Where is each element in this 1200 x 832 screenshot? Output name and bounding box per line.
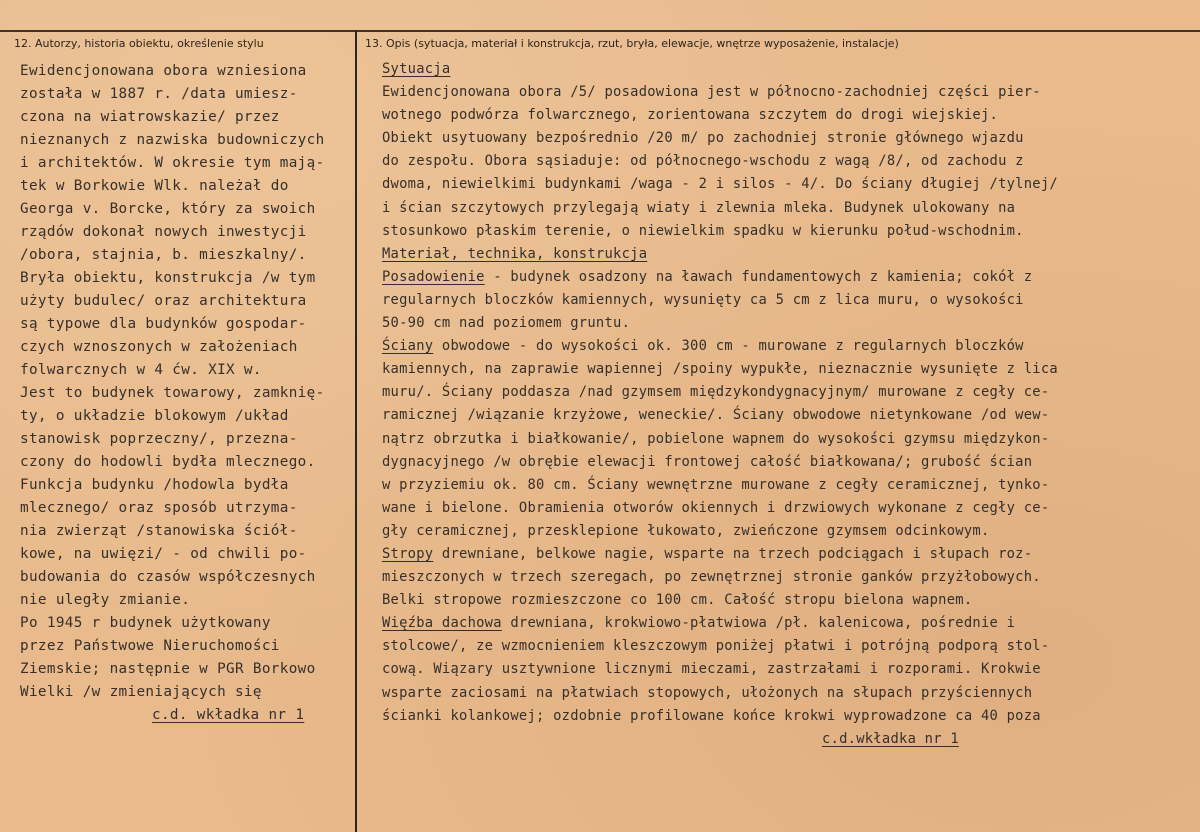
- history-text-line: Ewidencjonowana obora wzniesiona: [20, 63, 307, 79]
- history-text-line: są typowe dla budynków gospodar-: [20, 316, 307, 332]
- continuation-note: [382, 728, 1192, 751]
- history-text-line: tek w Borkowie Wlk. należał do: [20, 178, 289, 194]
- history-text-line: czona na wiatrowskazie/ przez: [20, 109, 280, 125]
- history-text-line: folwarcznych w 4 ćw. XIX w.: [20, 362, 262, 378]
- ceilings-label: Stropy: [382, 545, 434, 562]
- foundation-text-line: regularnych bloczków kamiennych, wysunięty ca 5 cm z lica muru, o wysokości: [382, 291, 1024, 308]
- history-text-line: Po 1945 r budynek użytkowany: [20, 615, 271, 631]
- roof-text-line: cową. Wiązary usztywnione licznymi mieczami, zastrzałami i rozporami. Krokwie: [382, 661, 1041, 678]
- history-text-line: nie uległy zmianie.: [20, 592, 191, 608]
- foundation-text: - budynek osadzony na ławach fundamentowych z kamienia; cokół z: [484, 268, 1033, 285]
- history-text-line: /obora, stajnia, b. mieszkalny/.: [20, 247, 307, 263]
- ceilings-text-line: Belki stropowe rozmieszczone co 100 cm. Całość stropu bielona wapnem.: [382, 592, 973, 609]
- heading-material: Materiał, technika, konstrukcja: [382, 245, 648, 262]
- section-12-header: 12. Autorzy, historia obiektu, określenie stylu: [14, 37, 264, 50]
- roof-text: drewniana, krokwiowo-płatwiowa /pł. kalenicowa, pośrednie i: [501, 615, 1016, 632]
- heading-situation-line: [382, 58, 1192, 81]
- walls-text-line: wane i bielone. Obramienia otworów okiennych i drzwiowych wykonane z cegły ce-: [382, 499, 1050, 516]
- section-13-header: 13. Opis (sytuacja, materiał i konstrukcja, rzut, bryła, elewacje, wnętrze wyposażenie, instalacje): [365, 37, 899, 50]
- history-text-line: Bryła obiektu, konstrukcja /w tym: [20, 270, 316, 286]
- history-text-line: budowania do czasów współczesnych: [20, 569, 316, 585]
- heading-material-line: [382, 243, 1192, 266]
- history-text-line: i architektów. W okresie tym mają-: [20, 155, 325, 171]
- history-text-line: nieznanych z nazwiska budowniczych: [20, 132, 325, 148]
- history-text-line: mlecznego/ oraz sposób utrzyma-: [20, 500, 298, 516]
- walls-line: [382, 335, 1192, 358]
- history-text-line: Wielki /w zmieniających się: [20, 684, 262, 700]
- continuation-note-text: c.d. wkładka nr 1: [152, 707, 305, 723]
- situation-text-line: i ścian szczytowych przylegają wiaty i zlewnia mleka. Budynek ulokowany na: [382, 199, 1016, 216]
- walls-text-line: w przyziemiu ok. 80 cm. Ściany wewnętrzne murowane z cegły ceramicznej, tynko-: [382, 476, 1050, 493]
- walls-text-line: dygnacyjnego /w obrębie elewacji frontowej całość białkowana/; grubość ścian: [382, 453, 1033, 470]
- history-text-line: Funkcja budynku /hodowla bydła: [20, 477, 289, 493]
- history-text-line: Jest to budynek towarowy, zamknię-: [20, 385, 325, 401]
- history-text-line: stanowisk poprzeczny/, przezna-: [20, 431, 298, 447]
- history-text-line: Georga v. Borcke, który za swoich: [20, 201, 316, 217]
- history-text-line: Ziemskie; następnie w PGR Borkowo: [20, 661, 316, 677]
- history-text-line: czych wznoszonych w założeniach: [20, 339, 298, 355]
- foundation-line: [382, 266, 1192, 289]
- foundation-text-line: 50-90 cm nad poziomem gruntu.: [382, 315, 631, 332]
- situation-text-line: dwoma, niewielkimi budynkami /waga - 2 i silos - 4/. Do ściany długiej /tylnej/: [382, 176, 1058, 193]
- heading-situation: Sytuacja: [382, 61, 451, 77]
- continuation-note: [20, 704, 354, 727]
- roof-text-line: stolcowe/, ze wzmocnieniem kleszczowym poniżej płatwi i potrójną podporą stol-: [382, 638, 1050, 655]
- history-text-line: ty, o układzie blokowym /układ: [20, 408, 289, 424]
- walls-text-line: gły ceramicznej, przesklepione łukowato, zwieńczone gzymsem odcinkowym.: [382, 522, 990, 539]
- history-column: [20, 60, 354, 727]
- foundation-label: Posadowienie: [382, 268, 485, 285]
- walls-label: Ściany: [382, 338, 434, 355]
- walls-text-line: ramicznej /wiązanie krzyżowe, weneckie/. Ściany obwodowe nietynkowane /od wew-: [382, 407, 1050, 424]
- walls-text-line: muru/. Ściany poddasza /nad gzymsem międzykondygnacyjnym/ murowane z cegły ce-: [382, 384, 1050, 401]
- situation-text-line: wotnego podwórza folwarcznego, zorientowana szczytem do drogi wiejskiej.: [382, 107, 999, 124]
- situation-text-line: Ewidencjonowana obora /5/ posadowiona jest w północno-zachodniej części pier-: [382, 84, 1041, 101]
- walls-text: obwodowe - do wysokości ok. 300 cm - murowane z regularnych bloczków: [433, 338, 1024, 355]
- situation-text-line: stosunkowo płaskim terenie, o niewielkim spadku w kierunku połud-wschodnim.: [382, 222, 1024, 239]
- history-text-line: przez Państwowe Nieruchomości: [20, 638, 280, 654]
- roof-text-line: ścianki kolankowej; ozdobnie profilowane końce krokwi wyprowadzone ca 40 poza: [382, 707, 1041, 724]
- column-divider: [355, 30, 357, 832]
- history-text-line: czony do hodowli bydła mlecznego.: [20, 454, 316, 470]
- walls-text-line: nątrz obrzutka i białkowanie/, pobielone wapnem do wysokości gzymsu międzykon-: [382, 430, 1050, 447]
- ceilings-text-line: mieszczonych w trzech szeregach, po zewnętrznej stronie ganków przyżłobowych.: [382, 569, 1041, 586]
- roof-text-line: wsparte zaciosami na płatwiach stopowych, ułożonych na słupach przyściennych: [382, 684, 1033, 701]
- situation-text-line: do zespołu. Obora sąsiaduje: od północnego-wschodu z wagą /8/, od zachodu z: [382, 153, 1024, 170]
- roof-label: Więźba dachowa: [382, 615, 502, 632]
- history-text-line: została w 1887 r. /data umiesz-: [20, 86, 298, 102]
- roof-line: [382, 612, 1192, 635]
- ceilings-line: [382, 543, 1192, 566]
- ceilings-text: drewniane, belkowe nagie, wsparte na trzech podciągach i słupach roz-: [433, 545, 1033, 562]
- top-rule: [0, 30, 1200, 32]
- description-column: [382, 58, 1192, 751]
- history-text-line: nia zwierząt /stanowiska ściół-: [20, 523, 298, 539]
- situation-text-line: Obiekt usytuowany bezpośrednio /20 m/ po zachodniej stronie głównego wjazdu: [382, 130, 1024, 147]
- history-text-line: kowe, na uwięzi/ - od chwili po-: [20, 546, 307, 562]
- history-text-line: użyty budulec/ oraz architektura: [20, 293, 307, 309]
- history-text-line: rządów dokonał nowych inwestycji: [20, 224, 307, 240]
- walls-text-line: kamiennych, na zaprawie wapiennej /spoiny wypukłe, nieznacznie wysunięte z lica: [382, 361, 1058, 378]
- continuation-note-text: c.d.wkładka nr 1: [822, 730, 959, 747]
